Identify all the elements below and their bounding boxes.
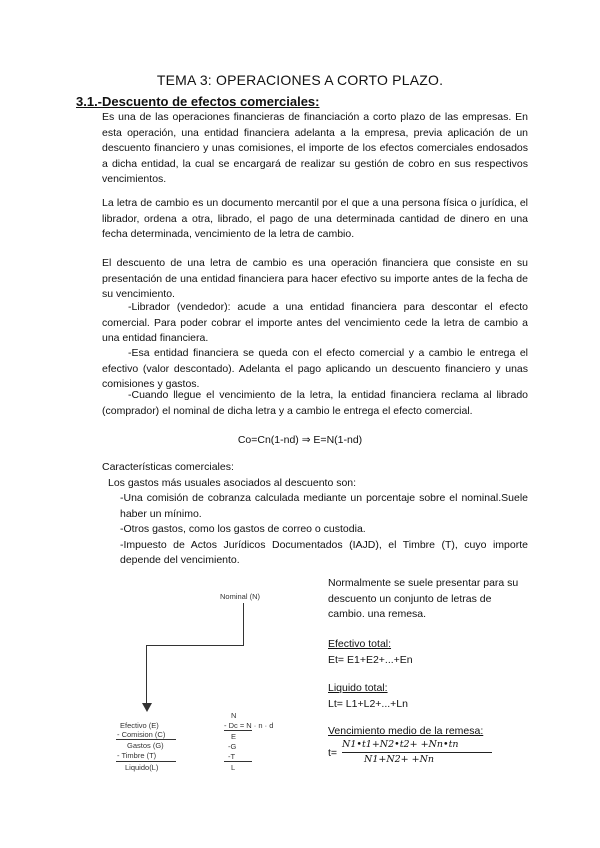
diagram-left-label: - Timbre (T) [117, 751, 157, 760]
fraction-bar [342, 752, 492, 753]
diagram-right-label: -G [228, 742, 237, 751]
efectivo-total-formula: Et= E1+E2+...+En [328, 653, 413, 666]
vencimiento-heading: Vencimiento medio de la remesa: [328, 725, 484, 737]
efectivo-total-section [328, 637, 528, 668]
diagram-left-label: Efectivo (E) [120, 721, 159, 730]
efectivo-total-heading: Efectivo total: [328, 638, 392, 650]
paragraph-descuento: El descuento de una letra de cambio es una operación financiera que consiste en su presentación de una entidad financiera para hacer efectivo su importe antes de la fecha de su vencimiento. [102, 257, 528, 300]
page-title: TEMA 3: OPERACIONES A CORTO PLAZO. [156, 72, 444, 88]
diagram-line [146, 645, 147, 707]
vencimiento-lhs: t= [328, 747, 338, 759]
list-item: -Una comisión de cobranza calculada mediante un porcentaje sobre el nominal.Suele haber un mínimo. [120, 492, 528, 520]
vencimiento-numerator: N1•t1+N2•t2+ +Nn•tn [342, 739, 459, 750]
liquido-total-section [328, 681, 528, 712]
diagram-left-label: - Comision (C) [117, 730, 166, 739]
diagram-right-label: -T [228, 752, 236, 761]
remesa-intro: Normalmente se suele presentar para su descuento un conjunto de letras de cambio. una remesa. [328, 577, 519, 620]
paragraph-vencimiento: -Cuando llegue el vencimiento de la letra, la entidad financiera reclama al librado (comprador) el nominal de dicha letra y a cambio le entrega el efecto comercial. [102, 389, 528, 417]
list-item: -Otros gastos, como los gastos de correo o custodia. [120, 523, 366, 535]
diagram-line [243, 603, 244, 645]
vencimiento-denominator: N1+N2+ +Nn [364, 754, 435, 765]
characteristics-list [120, 491, 528, 569]
paragraph-intro: Es una de las operaciones financieras de financiación a corto plazo de las empresas. En esta operación, una entidad financiera adelanta a la empresa, previa aplicación de un descuento financiero y unas comisiones, el importe de los efectos comerciales endosados a dicha entidad, la cual se encargará de realizar su gestión de cobro en sus respectivos vencimientos. [102, 111, 528, 185]
characteristics-heading: Características comerciales: [102, 461, 234, 473]
liquido-total-heading: Liquido total: [328, 682, 388, 694]
list-item: -Impuesto de Actos Jurídicos Documentados (IAJD), el Timbre (T), cuyo importe depende del vencimiento. [120, 538, 528, 566]
paragraph-entidad: -Esa entidad financiera se queda con el efecto comercial y a cambio le entrega el efectivo (valor descontado). Adelanta el pago aplicando un descuento financiero y unas comisiones y gastos. [102, 347, 528, 390]
liquido-total-formula: Lt= L1+L2+...+Ln [328, 697, 408, 710]
diagram-right-label: L [231, 763, 236, 772]
diagram-left-label: Liquido(L) [125, 763, 159, 772]
diagram-line [146, 645, 244, 646]
paragraph-letra-de-cambio: La letra de cambio es un documento mercantil por el que a una persona física o jurídica, el librador, ordena a otra, librado, el pago de una determinada cantidad de dinero en una fecha determinada, vencimiento de la letra de cambio. [102, 197, 528, 240]
diagram-right-label: - Dc = N · n · d [224, 721, 274, 730]
main-formula: Co=Cn(1-nd) ⇒ E=N(1-nd) [237, 434, 363, 446]
diagram-left-label: Gastos (G) [127, 741, 164, 750]
paragraph-librador: -Librador (vendedor): acude a una entidad financiera para descontar el efecto comercial. Para poder cobrar el importe antes del vencimiento cede la letra de cambio a una entidad financiera. [102, 301, 528, 344]
characteristics-intro: Los gastos más usuales asociados al descuento son: [108, 477, 357, 489]
arrow-down-icon [142, 703, 152, 712]
diagram-right-label: N [231, 711, 237, 720]
discount-diagram [100, 585, 320, 780]
nominal-label: Nominal (N) [220, 592, 261, 601]
diagram-right-label: E [231, 732, 237, 741]
section-heading: 3.1.-Descuento de efectos comerciales: [76, 94, 320, 109]
